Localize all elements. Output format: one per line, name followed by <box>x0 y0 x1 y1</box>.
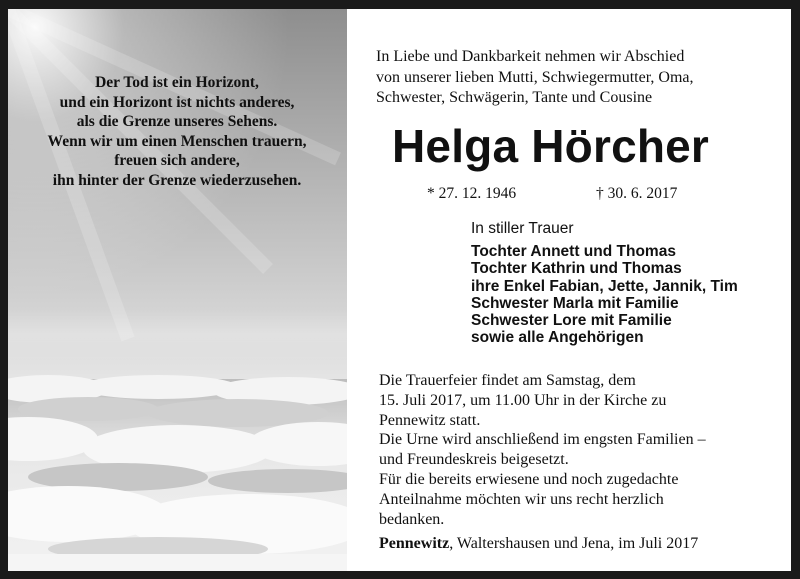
poem-line: Der Tod ist ein Horizont, <box>95 74 259 91</box>
details-line: Die Urne wird anschließend im engsten Familien – <box>379 431 706 449</box>
poem <box>22 73 332 190</box>
mourner: Tochter Kathrin und Thomas <box>471 260 682 278</box>
sky-clouds-image <box>8 9 347 571</box>
details-line: bedanken. <box>379 510 445 528</box>
poem-line: Wenn wir um einen Menschen trauern, <box>47 132 307 150</box>
intro-line: In Liebe und Dankbarkeit nehmen wir Abschied <box>376 48 685 65</box>
poem-line: als die Grenze unseres Sehens. <box>76 113 278 130</box>
details-line: und Freundeskreis beigesetzt. <box>379 451 569 469</box>
deceased-name: Helga Hörcher <box>392 120 710 172</box>
funeral-details <box>379 371 779 529</box>
obituary-notice <box>8 9 791 571</box>
mourning-label: In stiller Trauer <box>471 220 574 237</box>
details-line: Für die bereits erwiesene und noch zugedachte <box>379 470 679 488</box>
mourner: Schwester Lore mit Familie <box>471 312 672 330</box>
closing-place: Pennewitz <box>379 535 450 552</box>
farewell-intro <box>376 47 776 109</box>
mourner: ihre Enkel Fabian, Jette, Jannik, Tim <box>471 277 738 295</box>
intro-line: von unserer lieben Mutti, Schwiegermutter, Oma, <box>376 68 694 86</box>
intro-line: Schwester, Schwägerin, Tante und Cousine <box>376 89 653 106</box>
details-line: 15. Juli 2017, um 11.00 Uhr in der Kirche zu <box>379 391 667 409</box>
details-line: Die Trauerfeier findet am Samstag, dem <box>379 372 636 389</box>
details-line: Anteilnahme möchten wir uns recht herzlich <box>379 490 664 508</box>
closing-line <box>379 535 698 553</box>
poem-line: freuen sich andere, <box>114 152 240 169</box>
mourner: sowie alle Angehörigen <box>471 329 644 347</box>
poem-line: und ein Horizont ist nichts anderes, <box>59 93 295 111</box>
mourner: Schwester Marla mit Familie <box>471 294 679 312</box>
details-line: Pennewitz statt. <box>379 411 481 429</box>
poem-line: ihn hinter der Grenze wiederzusehen. <box>52 171 302 189</box>
birth-date: * 27. 12. 1946 <box>427 185 517 202</box>
death-date: † 30. 6. 2017 <box>596 185 678 202</box>
notice-text-panel <box>347 9 791 571</box>
mourner: Tochter Annett und Thomas <box>471 243 676 260</box>
closing-rest: , Waltershausen und Jena, im Juli 2017 <box>449 535 699 552</box>
mourners-list <box>471 243 738 347</box>
